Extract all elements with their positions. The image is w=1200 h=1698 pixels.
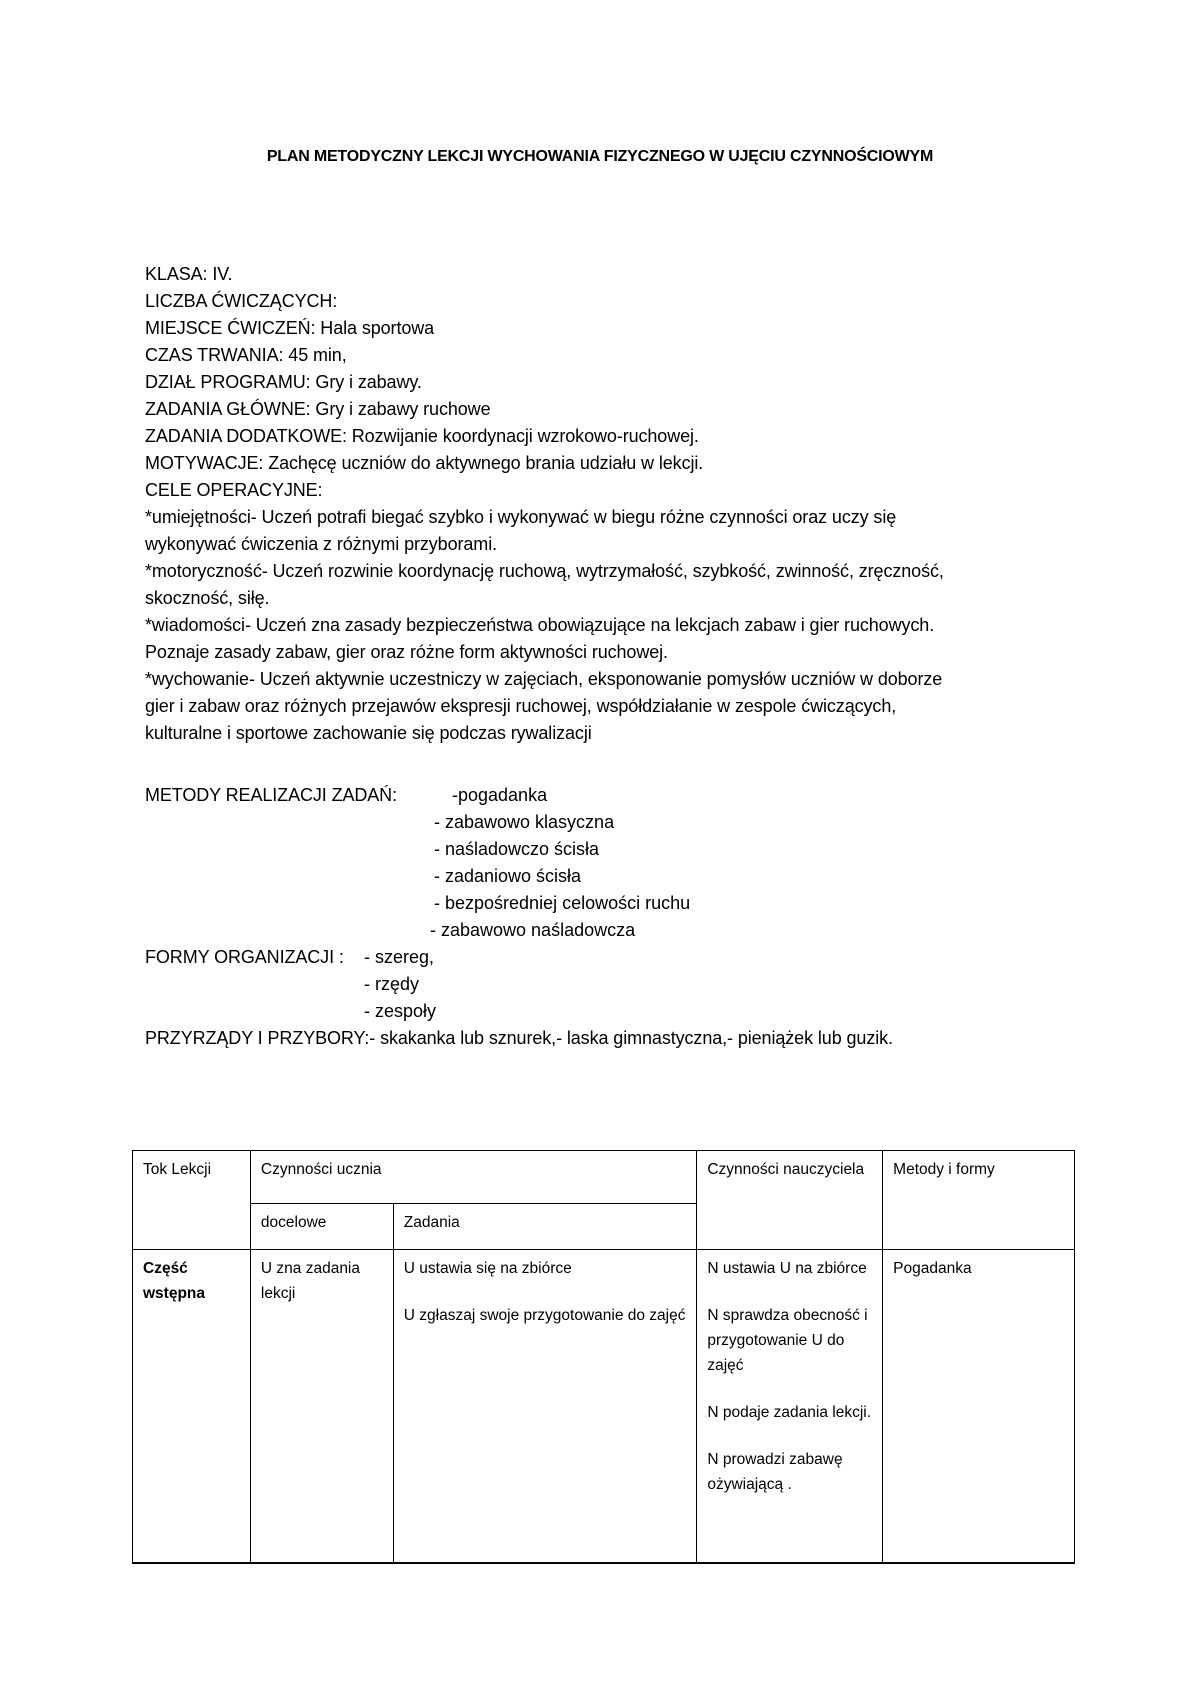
formy-item: - zespoły [364, 1001, 437, 1021]
cell-docelowe: U zna zadania lekcji [250, 1250, 393, 1564]
wychowanie-line-1: *wychowanie- Uczeń aktywnie uczestniczy w zajęciach, eksponowanie pomysłów uczniów w doborze [145, 669, 943, 689]
header-zadania: Zadania [393, 1203, 697, 1249]
metody-label: METODY REALIZACJI ZADAŃ: [145, 785, 397, 805]
przybory-line: PRZYRZĄDY I PRZYBORY:- skakanka lub sznurek,- laska gimnastyczna,- pieniążek lub guzik. [145, 1028, 893, 1048]
cell-paragraph: N prowadzi zabawę ożywiającą . [707, 1451, 843, 1493]
cell-paragraph: N podaje zadania lekcji. [707, 1404, 872, 1421]
klasa-line: KLASA: IV. [145, 264, 233, 284]
motorycznosc-line-1: *motoryczność- Uczeń rozwinie koordynację ruchową, wytrzymałość, szybkość, zwinność, zręczność, [145, 561, 944, 581]
header-metody-i-formy: Metody i formy [883, 1151, 1075, 1250]
cell-paragraph: N ustawia U na zbiórce [707, 1260, 867, 1277]
formy-item: - szereg, [364, 947, 435, 967]
wiadomosci-line-2: Poznaje zasady zabaw, gier oraz różne form aktywności ruchowej. [145, 642, 668, 662]
dzial-line: DZIAŁ PROGRAMU: Gry i zabawy. [145, 372, 422, 392]
cell-metody: Pogadanka [883, 1250, 1075, 1564]
cell-paragraph: U zgłaszaj swoje przygotowanie do zajęć [403, 1307, 686, 1324]
metody-item: - naśladowczo ścisła [434, 839, 600, 859]
zadania-glowne-line: ZADANIA GŁÓWNE: Gry i zabawy ruchowe [145, 399, 491, 419]
metody-item: -pogadanka [452, 785, 548, 805]
cell-nauczyciel [697, 1250, 883, 1564]
header-czynnosci-nauczyciela: Czynności nauczyciela [697, 1151, 883, 1250]
umiejetnosci-line-1: *umiejętności- Uczeń potrafi biegać szybko i wykonywać w biegu różne czynności oraz uczy się [145, 507, 897, 527]
header-tok-lekcji: Tok Lekcji [133, 1151, 251, 1250]
umiejetnosci-line-2: wykonywać ćwiczenia z różnymi przyborami. [145, 534, 497, 554]
liczba-line: LICZBA ĆWICZĄCYCH: [145, 291, 338, 311]
lesson-table [132, 1150, 1075, 1564]
wychowanie-line-3: kulturalne i sportowe zachowanie się podczas rywalizacji [145, 723, 592, 743]
wychowanie-line-2: gier i zabaw oraz różnych przejawów ekspresji ruchowej, współdziałanie w zespole ćwiczących, [145, 696, 897, 716]
document-title: PLAN METODYCZNY LEKCJI WYCHOWANIA FIZYCZNEGO W UJĘCIU CZYNNOŚCIOWYM [266, 148, 934, 165]
cell-zadania [393, 1250, 697, 1564]
metody-item: - zadaniowo ścisła [434, 866, 582, 886]
cell-tok: Część wstępna [133, 1250, 251, 1564]
cell-paragraph: U ustawia się na zbiórce [403, 1260, 572, 1277]
formy-item: - rzędy [364, 974, 420, 994]
zadania-dodatkowe-line: ZADANIA DODATKOWE: Rozwijanie koordynacji wzrokowo-ruchowej. [145, 426, 699, 446]
wiadomosci-line-1: *wiadomości- Uczeń zna zasady bezpieczeństwa obowiązujące na lekcjach zabaw i gier ruchowych. [145, 615, 935, 635]
table-header-row [133, 1151, 1075, 1204]
motorycznosc-line-2: skoczność, siłę. [145, 588, 270, 608]
metody-item: - bezpośredniej celowości ruchu [434, 893, 691, 913]
header-czynnosci-ucznia: Czynności ucznia [250, 1151, 696, 1204]
table-row [133, 1250, 1075, 1564]
formy-label: FORMY ORGANIZACJI : [145, 947, 344, 967]
header-docelowe: docelowe [250, 1203, 393, 1249]
metody-item: - zabawowo klasyczna [434, 812, 615, 832]
czas-line: CZAS TRWANIA: 45 min, [145, 345, 347, 365]
miejsce-line: MIEJSCE ĆWICZEŃ: Hala sportowa [145, 318, 435, 338]
cele-line: CELE OPERACYJNE: [145, 480, 323, 500]
cell-paragraph: N sprawdza obecność i przygotowanie U do zajęć [707, 1307, 868, 1374]
metody-item: - zabawowo naśladowcza [430, 920, 636, 940]
motywacje-line: MOTYWACJE: Zachęcę uczniów do aktywnego brania udziału w lekcji. [145, 453, 704, 473]
